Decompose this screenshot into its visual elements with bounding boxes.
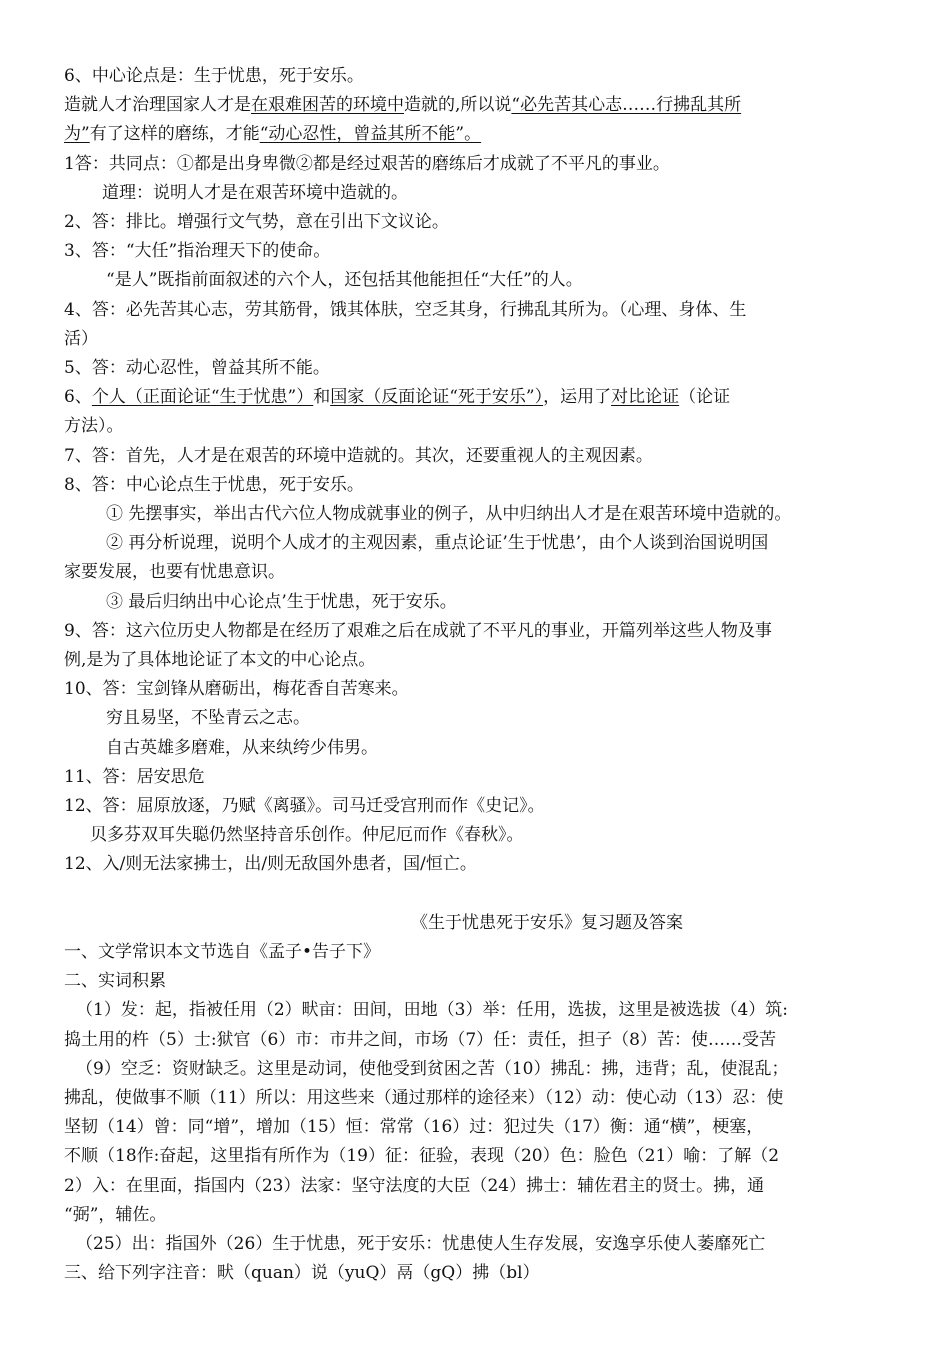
underlined-phrase: “动心忍性，曾益其所不能”。 [259, 124, 482, 145]
review-line: 捣土用的杵（5）士:狱官（6）市：市井之间，市场（7）任：责任，担子（8）苦：使……受苦 [64, 1029, 776, 1050]
underlined-phrase: 对比论证 [611, 387, 680, 408]
review-line: 三、给下列字注音：畎（quan）说（yuQ）鬲（gQ）拂（bl） [64, 1263, 540, 1284]
review-line: （25）出：指国外（26）生于忧患，死于安乐：忧患使人生存发展，安逸享乐使人萎靡死亡 [76, 1233, 766, 1254]
answer-line: 家要发展，也要有忧患意识。 [64, 562, 285, 583]
answer-line: 4、答：必先苦其心志，劳其筋骨，饿其体肤，空乏其身，行拂乱其所为。（心理、身体、生 [64, 299, 747, 320]
answer-line: 7、答：首先，人才是在艰苦的环境中造就的。其次，还要重视人的主观因素。 [64, 445, 653, 466]
underlined-phrase: 为” [64, 124, 90, 145]
answer-line: 11、答：居安思危 [64, 766, 205, 787]
answer-line: 方法）。 [64, 416, 124, 437]
underlined-phrase: 国家（反面论证“死于安乐”） [330, 387, 544, 408]
answer-line: 10、答：宝剑锋从磨砺出，梅花香自苦寒来。 [64, 679, 409, 700]
answer-line: 12、入/则无法家拂士，出/则无敌国外患者，国/恒亡。 [64, 854, 477, 875]
answer-line: 6、中心论点是：生于忧患，死于安乐。 [64, 66, 364, 86]
underlined-phrase: 个人（正面论证“生于忧患”） [91, 387, 314, 408]
review-line: 坚韧（14）曾：同“增”，增加（15）恒：常常（16）过：犯过失（17）衡：通“横”，梗塞， [64, 1117, 764, 1138]
review-line: 不顺（18作:奋起，这里指有所作为（19）征：征验，表现（20）色：脸色（21）喻：了解（2 [64, 1146, 780, 1167]
answer-line: 贝多芬双耳失聪仍然坚持音乐创作。仲尼厄而作《春秋》。 [90, 825, 524, 846]
answer-line: “是人”既指前面叙述的六个人，还包括其他能担任“大任”的人。 [106, 270, 583, 291]
answer-line: 道理：说明人才是在艰苦环境中造就的。 [102, 182, 408, 203]
answer-line: 活） [64, 328, 98, 349]
underlined-phrase: 在艰难困苦的环境中 [251, 95, 404, 116]
review-line: “弼”，辅佐。 [64, 1204, 167, 1225]
underlined-phrase: “必先苦其心志……行拂乱其所 [511, 95, 742, 116]
review-line: 二、实词积累 [64, 971, 166, 992]
answer-line: ② 再分析说理，说明个人成才的主观因素，重点论证’生于忧患’，由个人谈到治国说明国 [106, 533, 769, 554]
answer-line: 穷且易坚，不坠青云之志。 [106, 708, 310, 729]
section-gap [64, 880, 910, 909]
answer-line: 8、答：中心论点生于忧患，死于安乐。 [64, 474, 364, 495]
answer-line: 1答：共同点：①都是出身卑微②都是经过艰苦的磨练后才成就了不平凡的事业。 [64, 153, 670, 174]
answer-line: 为”有了这样的磨练，才能“动心忍性，曾益其所不能”。 [64, 124, 482, 145]
answer-line: 12、答：屈原放逐，乃赋《离骚》。司马迁受宫刑而作《史记》。 [64, 796, 545, 817]
answer-line: 3、答：“大任”指治理天下的使命。 [64, 241, 331, 262]
review-line: （9）空乏：资财缺乏。这里是动词，使他受到贫困之苦（10）拂乱：拂，违背；乱，使混乱； [76, 1058, 789, 1079]
review-line: 拂乱，使做事不顺（11）所以：用这些来（通过那样的途径来）（12）动：使心动（13）忍：使 [64, 1087, 784, 1108]
answer-line: 2、答：排比。增强行文气势，意在引出下文议论。 [64, 212, 449, 233]
review-line: 一、文学常识本文节选自《孟子•告子下》 [64, 941, 381, 962]
answer-line: 6、个人（正面论证“生于忧患”）和国家（反面论证“死于安乐”），运用了对比论证（论证 [64, 387, 731, 408]
answer-line: 例,是为了具体地论证了本文的中心论点。 [64, 650, 376, 671]
answer-line: ③ 最后归纳出中心论点’生于忧患，死于安乐。 [106, 591, 457, 612]
section-title: 《生于忧患死于安乐》复习题及答案 [411, 912, 683, 933]
answer-line: 5、答：动心忍性，曾益其所不能。 [64, 358, 330, 379]
review-line: （1）发：起，指被任用（2）畎亩：田间，田地（3）举：任用，选拔，这里是被选拔（4）筑: [76, 1000, 788, 1021]
answer-line: 造就人才治理国家人才是在艰难困苦的环境中造就的,所以说“必先苦其心志……行拂乱其所 [64, 95, 742, 116]
review-line: 2）入：在里面，指国内（23）法家：坚守法度的大臣（24）拂士：辅佐君主的贤士。拂，通 [64, 1175, 765, 1196]
answer-line: 9、答：这六位历史人物都是在经历了艰难之后在成就了不平凡的事业，开篇列举这些人物及事 [64, 620, 772, 641]
answer-line: ① 先摆事实，举出古代六位人物成就事业的例子，从中归纳出人才是在艰苦环境中造就的。 [106, 504, 792, 525]
answer-line: 自古英雄多磨难，从来纨绔少伟男。 [106, 737, 378, 758]
